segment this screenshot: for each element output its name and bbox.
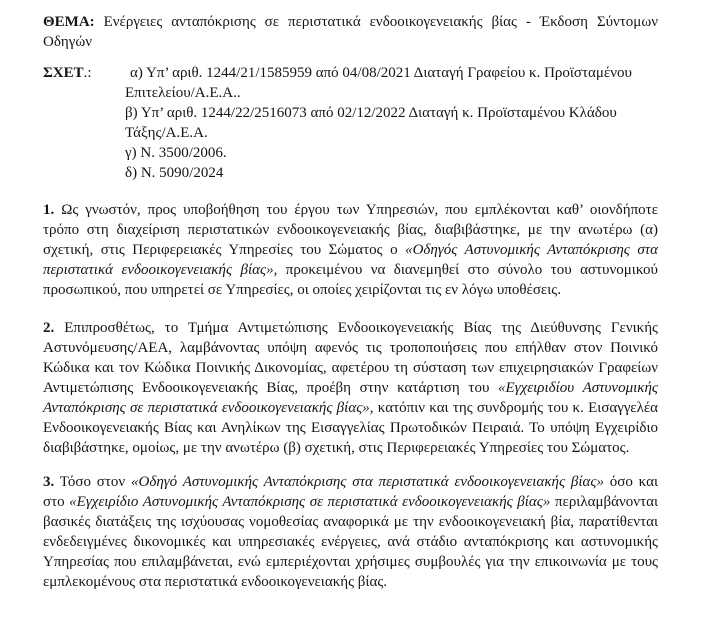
- references-label: [43, 63, 92, 83]
- reference-b-line-2: Τάξης/Α.Ε.Α.: [125, 125, 208, 141]
- paragraph-2-handbook-title: «Εγχειριδίου Αστυνομικής Ανταπόκρισης σε περιστατικά ενδοοικογενειακής βίας»,: [43, 380, 658, 416]
- reference-b-line-1: β) Υπ’ αριθ. 1244/22/2516073 από 02/12/2022 Διαταγή κ. Προϊσταμένου Κλάδου: [125, 105, 617, 121]
- references-label-suffix: .:: [83, 65, 92, 81]
- subject-label: ΘΕΜΑ:: [43, 14, 95, 30]
- reference-d: δ) Ν. 5090/2024: [125, 165, 224, 181]
- paragraph-1-guide-title: «Οδηγός Αστυνομικής Ανταπόκρισης στα περιστατικά ενδοοικογενειακής βίας»,: [43, 242, 659, 278]
- reference-a-line-1: α) Υπ’ αριθ. 1244/21/1585959 από 04/08/2021 Διαταγή Γραφείου κ. Προϊσταμένου: [130, 65, 632, 81]
- reference-a-line-2: Επιτελείου/Α.Ε.Α..: [125, 85, 241, 101]
- paragraph-1-text-b: προκειμένου να διανεμηθεί στο σύνολο του αστυνομικού προσωπικού, που υπηρετεί σε Υπηρεσίες, οι οποίες χειρίζονται τις εν λόγω υποθέσεις.: [43, 262, 658, 298]
- paragraph-3: [43, 472, 658, 592]
- subject-text: Ενέργειες ανταπόκρισης σε περιστατικά ενδοοικογενειακής βίας - Έκδοση Σύντομων Οδηγών: [43, 14, 659, 50]
- paragraph-3-number: 3.: [43, 474, 55, 490]
- paragraph-3-handbook-title: «Εγχειρίδιο Αστυνομικής Ανταπόκρισης σε περιστατικά ενδοοικογενειακής βίας»: [69, 494, 551, 510]
- paragraph-2-text-a: Επιπροσθέτως, το Τμήμα Αντιμετώπισης Ενδοοικογενειακής Βίας της Διεύθυνσης Γενικής Αστυνόμευσης/ΑΕΑ, λαμβάνοντας υπόψη αφενός τις τροποποιήσεις που επήλθαν στον Ποινικό Κώδικα και τον Κώδικα Ποινικής Δικονομίας, αφετέρου τη σύσταση των επιχειρησιακών Γραφείων Αντιμετώπισης Ενδοοικογενειακής Βίας, προέβη στην κατάρτιση του: [43, 320, 658, 396]
- paragraph-3-text-b: όσο και στο: [43, 474, 658, 510]
- paragraph-2-text-b: κατόπιν και της συνδρομής του κ. Εισαγγελέα Ενδοοικογενειακής Βίας και Ανηλίκων της Εισαγγελίας Πρωτοδικών Πειραιά. Το υπόψη Εγχειρίδιο διαβιβάστηκε, ομοίως, με την ανωτέρω (β) σχετική, στις Περιφερειακές Υπηρεσίες του Σώματος.: [43, 400, 658, 456]
- paragraph-2-number: 2.: [43, 320, 55, 336]
- paragraph-1-number: 1.: [43, 202, 55, 218]
- paragraph-3-text-c: περιλαμβάνονται βασικές διατάξεις της ισχύουσας νομοθεσίας αναφορικά με την ενδοοικογενειακή βία, παρατίθενται ενδεδειγμένες δικονομικές και υπηρεσιακές ενέργειες, ανά στάδιο ανταπόκρισης και αστυνομικής Υπηρεσίας που επιλαμβάνεται, ενώ εμπεριέχονται χρήσιμες συμβουλές για την επικοινωνία με τους εμπλεκομένους στα περιστατικά ενδοοικογενειακής βίας.: [43, 494, 658, 590]
- paragraph-3-guide-title: «Οδηγό Αστυνομικής Ανταπόκρισης στα περιστατικά ενδοοικογενειακής βίας»: [131, 474, 604, 490]
- references-section: [43, 63, 658, 183]
- paragraph-2: [43, 318, 658, 458]
- paragraph-1: [43, 200, 658, 300]
- references-label-bold: ΣΧΕΤ: [43, 65, 84, 81]
- subject-line: [43, 12, 658, 52]
- references-list: [125, 63, 658, 183]
- paragraph-1-text-a: Ως γνωστόν, προς υποβοήθηση του έργου των Υπηρεσιών, που εμπλέκονται καθ’ οιονδήποτε τρόπο στη διαχείριση περιστατικών ενδοοικογενειακής βίας, διαβιβάστηκε, με την ανωτέρω (α) σχετική, στις Περιφερειακές Υπηρεσίες του Σώματος ο: [43, 202, 658, 258]
- paragraph-3-text-a: Τόσο στον: [54, 474, 132, 490]
- reference-c: γ) Ν. 3500/2006.: [125, 145, 227, 161]
